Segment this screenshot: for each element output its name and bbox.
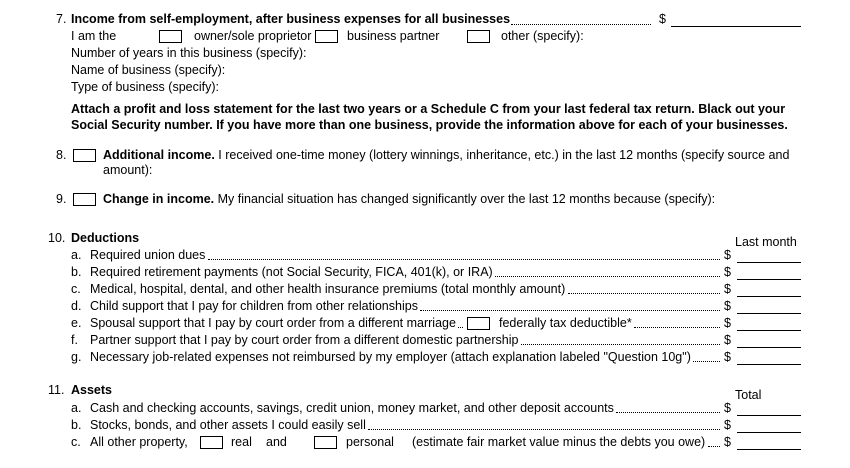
dot-leader — [634, 327, 720, 328]
dot-leader — [495, 276, 720, 277]
change-in-income-title: Change in income. — [103, 192, 215, 206]
deduction-letter: g. — [71, 350, 82, 364]
section-9-number: 9. — [56, 192, 67, 206]
deduction-amount-field[interactable] — [737, 313, 801, 314]
business-type-label: Type of business (specify): — [71, 80, 219, 94]
dot-leader — [616, 412, 720, 413]
dot-leader — [511, 24, 651, 25]
additional-income-checkbox[interactable] — [73, 149, 96, 162]
dollar-sign: $ — [724, 435, 731, 449]
change-in-income-description: My financial situation has changed significantly over the last 12 months because (specify): — [217, 192, 716, 206]
section-8-number: 8. — [56, 148, 67, 162]
deduction-label: Required retirement payments (not Social Security, FICA, 401(k), or IRA) — [90, 265, 493, 279]
dollar-sign: $ — [724, 282, 731, 296]
business-name-label: Name of business (specify): — [71, 63, 226, 77]
dollar-sign: $ — [724, 316, 731, 330]
deduction-amount-field[interactable] — [737, 330, 801, 331]
dot-leader — [708, 446, 720, 447]
deduction-amount-field[interactable] — [737, 347, 801, 348]
deductions-title: Deductions — [71, 231, 140, 245]
section-11-number: 11. — [48, 383, 65, 397]
asset-letter: c. — [71, 435, 81, 449]
i-am-the-label: I am the — [71, 29, 117, 43]
years-in-business-label: Number of years in this business (specify): — [71, 46, 307, 60]
deduction-amount-field[interactable] — [737, 262, 801, 263]
owner-checkbox[interactable] — [159, 30, 182, 43]
dot-leader — [693, 361, 720, 362]
additional-income-title: Additional income. — [103, 148, 215, 162]
dot-leader — [208, 259, 720, 260]
dollar-sign: $ — [724, 265, 731, 279]
and-label: and — [266, 435, 287, 449]
asset-amount-field[interactable] — [737, 449, 801, 450]
asset-label: Cash and checking accounts, savings, credit union, money market, and other deposit accounts — [90, 401, 614, 415]
asset-label: Stocks, bonds, and other assets I could easily sell — [90, 418, 366, 432]
personal-property-checkbox[interactable] — [314, 436, 337, 449]
real-label: real — [231, 435, 252, 449]
deduction-label: Partner support that I pay by court order from a different domestic partnership — [90, 333, 519, 347]
section-7-title: Income from self-employment, after business expenses for all businesses — [71, 12, 511, 26]
assets-title: Assets — [71, 383, 112, 397]
estimate-note: (estimate fair market value minus the debts you owe) — [412, 435, 706, 449]
asset-letter: b. — [71, 418, 82, 432]
last-month-header: Last month — [735, 235, 797, 249]
other-checkbox[interactable] — [467, 30, 490, 43]
deduction-amount-field[interactable] — [737, 364, 801, 365]
owner-label: owner/sole proprietor — [194, 29, 312, 43]
tax-deductible-label: federally tax deductible* — [499, 316, 632, 330]
deduction-label: Child support that I pay for children from other relationships — [90, 299, 418, 313]
deduction-amount-field[interactable] — [737, 296, 801, 297]
deduction-letter: a. — [71, 248, 82, 262]
partner-label: business partner — [347, 29, 440, 43]
deduction-label: Required union dues — [90, 248, 206, 262]
self-employment-income-field[interactable] — [671, 26, 801, 27]
dollar-sign: $ — [724, 248, 731, 262]
attach-instruction-line-1: Attach a profit and loss statement for the last two years or a Schedule C from your last federal tax return. Black out your — [71, 102, 786, 116]
deduction-amount-field[interactable] — [737, 279, 801, 280]
other-label: other (specify): — [501, 29, 584, 43]
personal-label: personal — [346, 435, 394, 449]
deduction-letter: c. — [71, 282, 81, 296]
dollar-sign: $ — [659, 12, 666, 26]
total-header: Total — [735, 388, 762, 402]
partner-checkbox[interactable] — [315, 30, 338, 43]
deduction-label: Medical, hospital, dental, and other health insurance premiums (total monthly amount) — [90, 282, 566, 296]
asset-amount-field[interactable] — [737, 415, 801, 416]
asset-letter: a. — [71, 401, 82, 415]
deduction-letter: b. — [71, 265, 82, 279]
deduction-letter: e. — [71, 316, 82, 330]
dot-leader — [568, 293, 720, 294]
section-10-number: 10. — [48, 231, 66, 245]
dollar-sign: $ — [724, 350, 731, 364]
deduction-label: Necessary job-related expenses not reimbursed by my employer (attach explanation labeled "Question 10g") — [90, 350, 691, 364]
deduction-letter: f. — [71, 333, 78, 347]
dot-leader — [521, 344, 720, 345]
deduction-letter: d. — [71, 299, 82, 313]
dot-leader — [368, 429, 720, 430]
dollar-sign: $ — [724, 333, 731, 347]
dollar-sign: $ — [724, 401, 731, 415]
section-7-number: 7. — [56, 12, 67, 26]
real-property-checkbox[interactable] — [200, 436, 223, 449]
additional-income-text — [103, 148, 789, 163]
dot-leader — [458, 327, 463, 328]
additional-income-amount-label: amount): — [103, 163, 153, 177]
deduction-label: Spousal support that I pay by court order from a different marriage — [90, 316, 456, 330]
change-in-income-checkbox[interactable] — [73, 193, 96, 206]
asset-amount-field[interactable] — [737, 432, 801, 433]
dollar-sign: $ — [724, 418, 731, 432]
tax-deductible-checkbox[interactable] — [467, 317, 490, 330]
dot-leader — [420, 310, 720, 311]
attach-instruction-line-2: Social Security number. If you have more than one business, provide the information above for each of your businesses. — [71, 118, 788, 132]
change-in-income-text — [103, 192, 715, 207]
additional-income-description: I received one-time money (lottery winnings, inheritance, etc.) in the last 12 months (specify source and — [218, 148, 790, 162]
dollar-sign: $ — [724, 299, 731, 313]
asset-label: All other property, — [90, 435, 188, 449]
